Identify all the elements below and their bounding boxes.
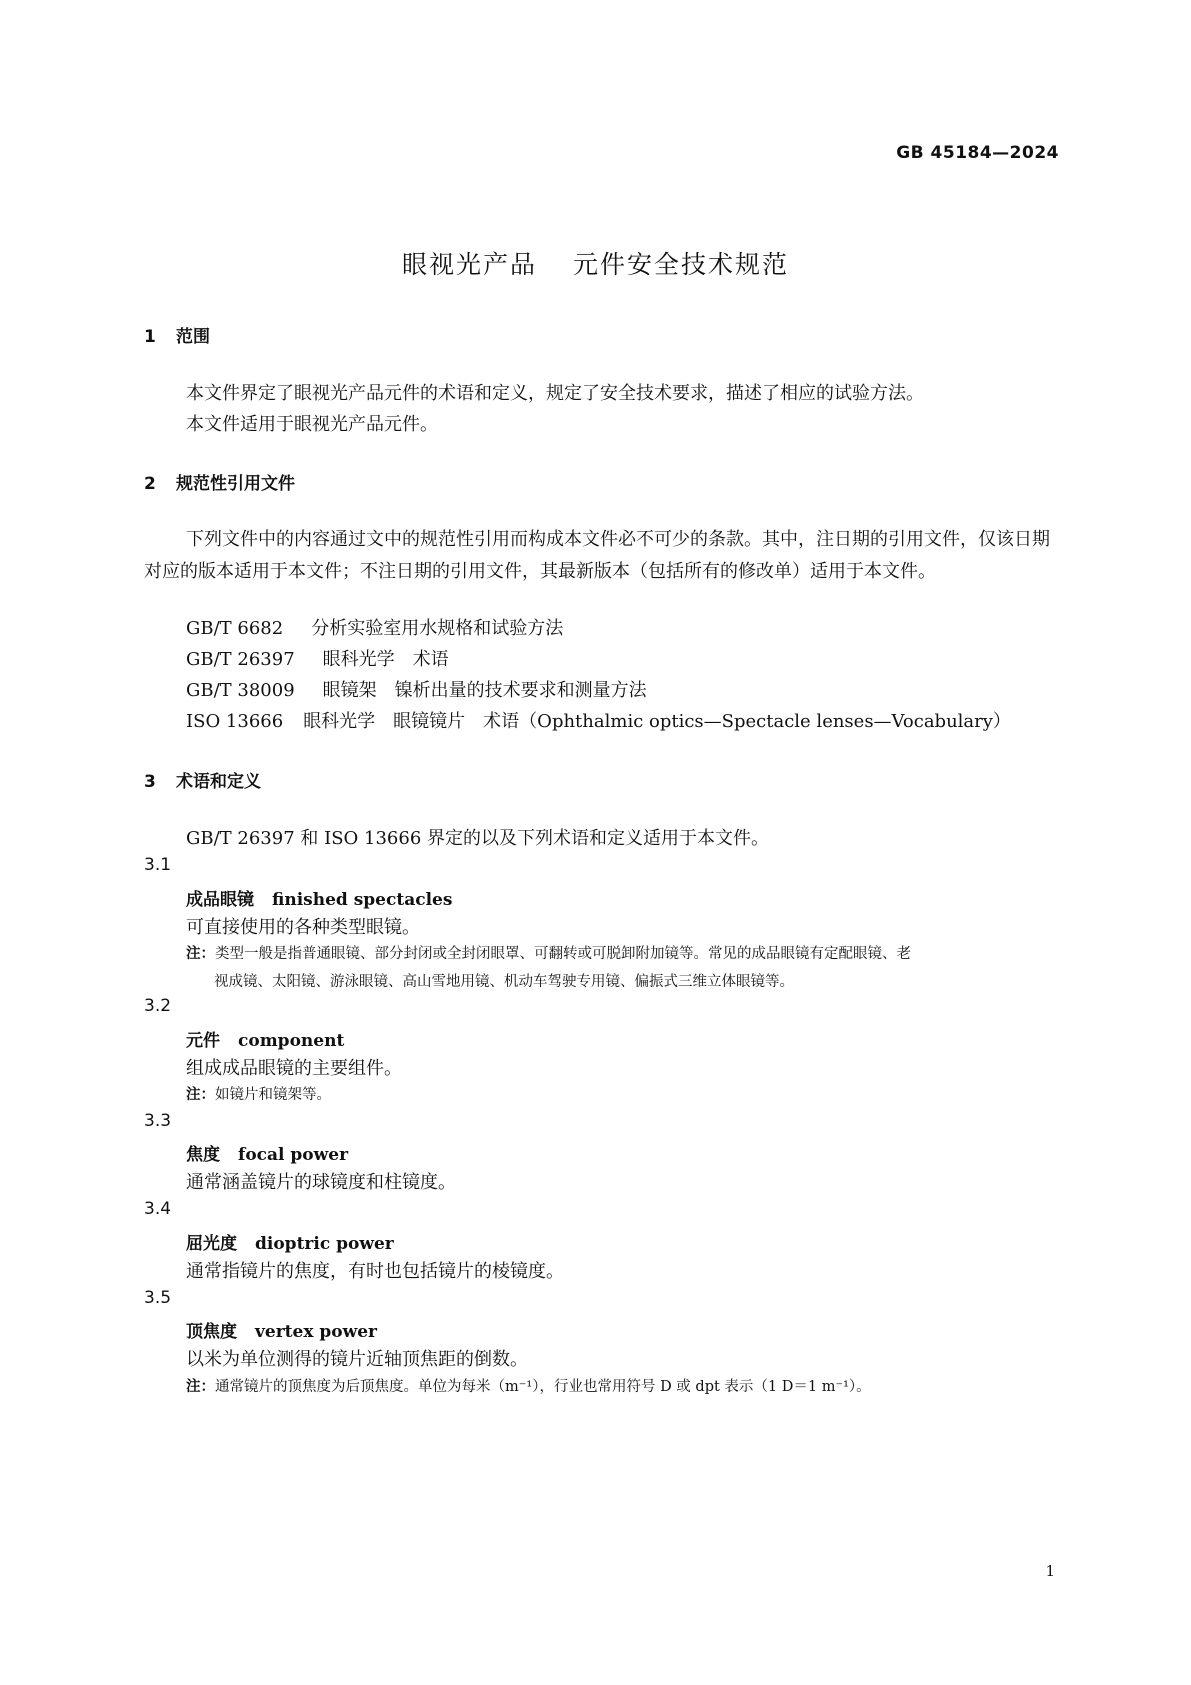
note-text: 类型一般是指普通眼镜、部分封闭或全封闭眼罩、可翻转或可脱卸附加镜等。常见的成品眼镜有定配眼镜、老 (215, 946, 911, 962)
reference-title: 眼科光学 术语 (322, 649, 449, 670)
term-entry (186, 1140, 348, 1165)
reference-code: ISO 13666 (186, 711, 284, 732)
note-label: 注： (186, 946, 215, 962)
reference-code: GB/T 38009 (186, 680, 295, 701)
title-part1: 眼视光产品 (401, 250, 537, 279)
term-entry (186, 1026, 344, 1051)
term-chinese: 成品眼镜 (186, 890, 254, 910)
reference-item (186, 645, 449, 671)
term-english: focal power (238, 1145, 349, 1165)
section-number: 2 (144, 474, 156, 494)
term-definition: 通常涵盖镜片的球镜度和柱镜度。 (186, 1172, 456, 1193)
reference-code: GB/T 26397 (186, 649, 295, 670)
section-number: 1 (144, 327, 156, 347)
document-title (0, 245, 1191, 281)
term-definition: 可直接使用的各种类型眼镜。 (186, 917, 420, 938)
scope-paragraph-2: 本文件适用于眼视光产品元件。 (186, 414, 438, 435)
term-number: 3.3 (144, 1111, 172, 1131)
note-text: 通常镜片的顶焦度为后顶焦度。单位为每米（m⁻¹），行业也常用符号 D 或 dpt 表示（1 D＝1 m⁻¹）。 (215, 1379, 871, 1395)
term-number: 3.2 (144, 996, 172, 1016)
note-label: 注： (186, 1087, 215, 1103)
reference-title: 眼科光学 眼镜镜片 术语（Ophthalmic optics—Spectacle lenses—Vocabulary） (303, 711, 1011, 732)
terms-intro: GB/T 26397 和 ISO 13666 界定的以及下列术语和定义适用于本文件。 (186, 828, 770, 849)
term-note (186, 1373, 1066, 1401)
scope-paragraph-1: 本文件界定了眼视光产品元件的术语和定义，规定了安全技术要求，描述了相应的试验方法。 (186, 383, 924, 404)
term-number: 3.1 (144, 855, 172, 875)
term-definition: 通常指镜片的焦度，有时也包括镜片的棱镜度。 (186, 1261, 564, 1282)
reference-code: GB/T 6682 (186, 618, 284, 639)
term-note (186, 1081, 1066, 1109)
term-chinese: 屈光度 (186, 1234, 237, 1254)
term-english: dioptric power (255, 1234, 394, 1254)
section-title: 范围 (176, 327, 210, 347)
note-text: 视成镜、太阳镜、游泳眼镜、高山雪地用镜、机动车驾驶专用镜、偏振式三维立体眼镜等。 (214, 974, 794, 990)
page-number: 1 (1045, 1562, 1055, 1580)
term-definition: 以米为单位测得的镜片近轴顶焦距的倒数。 (186, 1349, 528, 1370)
term-entry (186, 1229, 394, 1254)
term-note (186, 940, 1066, 996)
term-chinese: 元件 (186, 1031, 220, 1051)
section-title: 术语和定义 (176, 772, 261, 792)
reference-title: 眼镜架 镍析出量的技术要求和测量方法 (322, 680, 647, 701)
term-chinese: 焦度 (186, 1145, 220, 1165)
standard-number: GB 45184—2024 (896, 143, 1059, 163)
reference-title: 分析实验室用水规格和试验方法 (311, 618, 564, 639)
term-english: vertex power (255, 1322, 378, 1342)
term-chinese: 顶焦度 (186, 1322, 237, 1342)
term-entry (186, 1317, 377, 1342)
term-number: 3.5 (144, 1288, 172, 1308)
note-text: 如镜片和镜架等。 (215, 1087, 331, 1103)
term-english: finished spectacles (272, 890, 453, 910)
term-english: component (238, 1031, 345, 1051)
term-definition: 组成成品眼镜的主要组件。 (186, 1058, 402, 1079)
note-label: 注： (186, 1379, 215, 1395)
reference-item (186, 614, 563, 640)
section-number: 3 (144, 772, 156, 792)
section-2-heading (144, 469, 295, 494)
title-part2: 元件安全技术规范 (573, 250, 790, 279)
term-entry (186, 885, 452, 910)
section-3-heading (144, 767, 261, 792)
reference-item (186, 707, 1011, 733)
section-1-heading (144, 322, 210, 347)
term-number: 3.4 (144, 1199, 172, 1219)
normative-references-intro: 下列文件中的内容通过文中的规范性引用而构成本文件必不可少的条款。其中，注日期的引用文件，仅该日期对应的版本适用于本文件；不注日期的引用文件，其最新版本（包括所有的修改单）适用于本文件。 (144, 529, 1050, 582)
section-title: 规范性引用文件 (176, 474, 295, 494)
reference-item (186, 676, 647, 702)
